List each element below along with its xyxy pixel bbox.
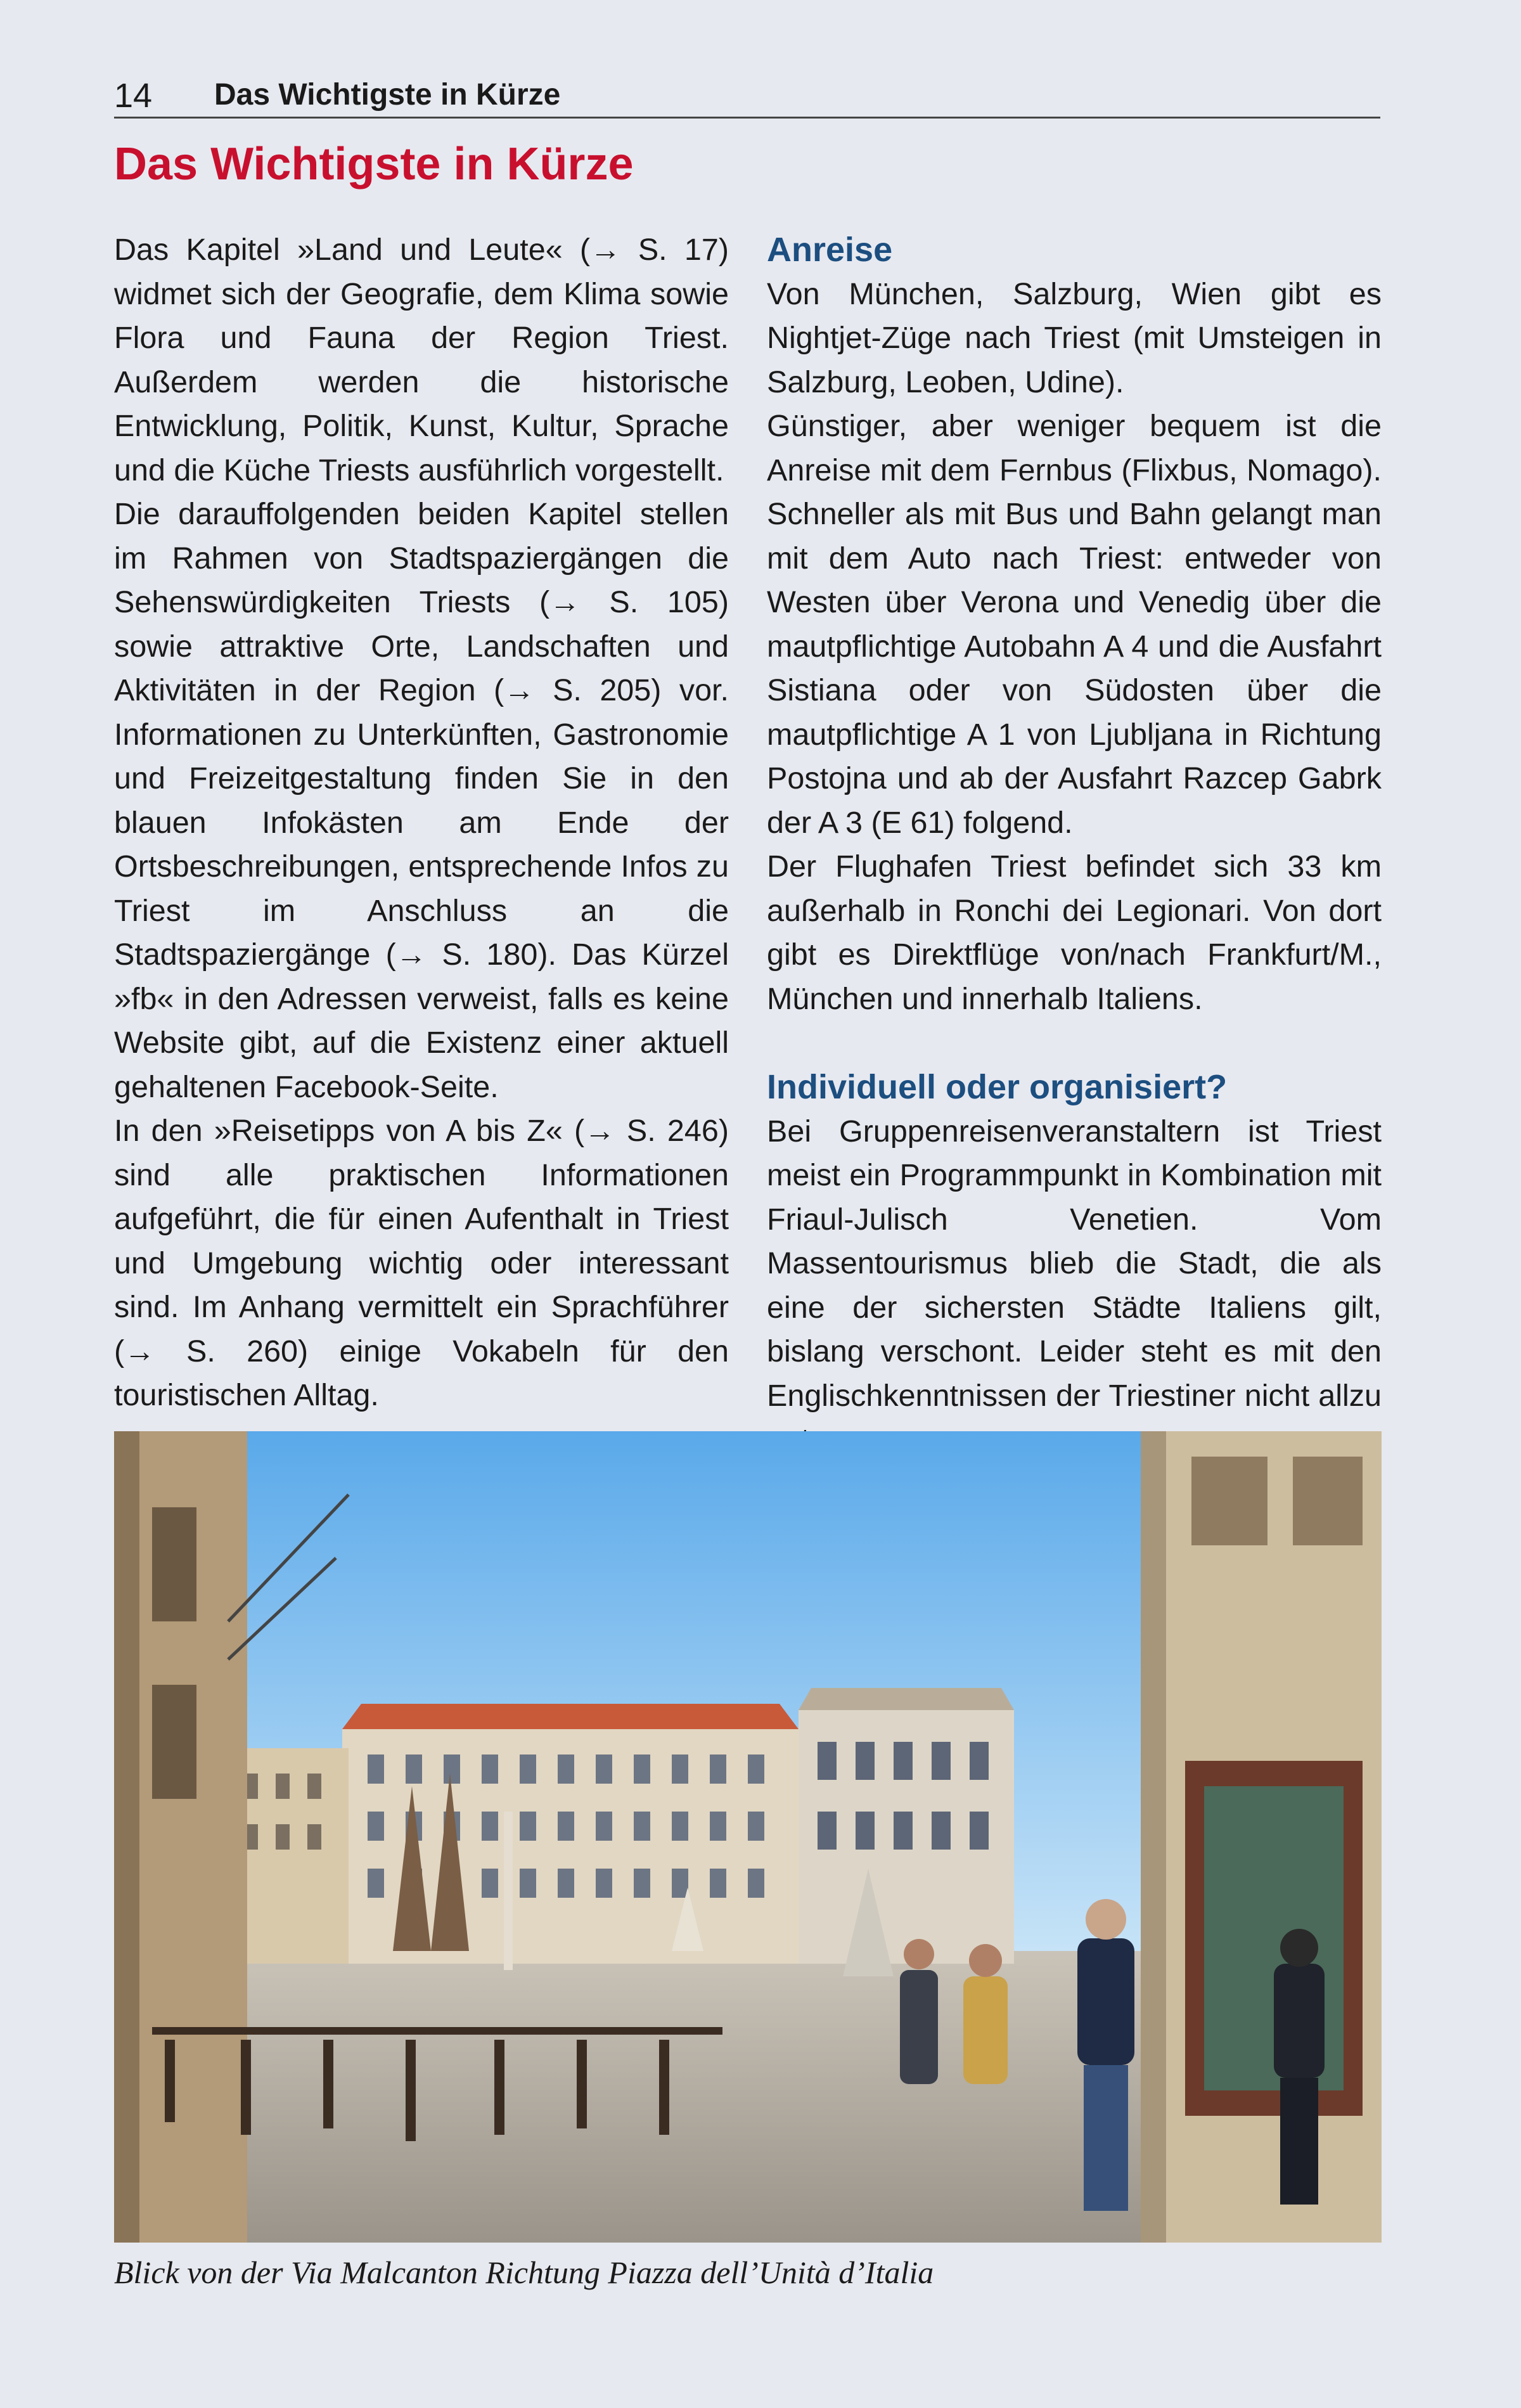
paragraph-group-travel: Bei Gruppenreisenveranstaltern ist Triest meist ein Programmpunkt in Kombination mit Friaul-Julisch Venetien. Vom Massentourismus blieb die Stadt, die als eine der sichersten Städte Italiens gilt, bislang verschont. Leider steht es mit den Englischkenntnissen der Triestiner nicht allzu [767, 1114, 1382, 1413]
palazzo-right [799, 1688, 1014, 1964]
column [504, 1812, 513, 1970]
page-number: 14 [114, 77, 153, 115]
paragraph-chapter-overview: Das Kapitel »Land und Leute« (→ S. 17) widmet sich der Geografie, dem Klima sowie Flora und Fauna der Region Triest. Außerdem werden die historische Entwicklung, Politik, Kunst, Kultur, Sprache und die Küche Triests ausführlich vorgestellt. [114, 233, 729, 487]
paragraph-bus-car: Günstiger, aber weniger bequem ist die Anreise mit dem Fernbus (Flixbus, Nomago). Schneller als mit Bus und Bahn gelangt man mit dem Auto nach Triest: entweder von Westen über Verona und Venedig über die mautpflichtige Autobahn A 4 und die Ausfahrt Sistiana oder von Südosten über die mautpflichtige A 1 von Ljubljana in Richtung Postojna und ab der Ausfahrt Razcep Gabrk der A 3 (E 61) folgend. [767, 409, 1382, 840]
left-column [114, 228, 729, 1418]
heading-individuell: Individuell oder organisiert? [767, 1068, 1228, 1106]
right-column [767, 228, 1382, 1462]
heading-anreise: Anreise [767, 231, 893, 269]
paragraph-airport: Der Flughafen Triest befindet sich 33 km außerhalb in Ronchi dei Legionari. Von dort gibt es Direktflüge von/nach Frankfurt/M., München und innerhalb Italiens. [767, 849, 1382, 1016]
paragraph-train: Von München, Salzburg, Wien gibt es Nightjet-Züge nach Triest (mit Umsteigen in Salzburg, Leoben, Udine). [767, 276, 1382, 399]
photo-illustration [114, 1431, 1382, 2243]
facade-right [1141, 1431, 1382, 2243]
facade-left [114, 1431, 247, 2243]
photo-piazza [114, 1431, 1382, 2243]
paragraph-city-walks: Die darauffolgenden beiden Kapitel stellen im Rahmen von Stadtspaziergängen die Sehenswürdigkeiten Triests (→ S. 105) sowie attraktive Orte, Landschaften und Aktivitäten in der Region (→ S. 205) vor. Informationen zu Unterkünften, Gastronomie und Freizeitgestaltung finden Sie in den blauen Infokästen am Ende der Ortsbeschreibungen, entsprechende Infos zu Triest im Anschluss an die Stadtspaziergänge (→ S. 180). Das Kürzel »fb« in den Adressen verweist, falls es keine Website gibt, auf die Existenz einer aktuell gehaltenen Facebook-Seite. [114, 497, 729, 1104]
chapter-title: Das Wichtigste in Kürze [114, 139, 634, 190]
paragraph-travel-tips: In den »Reisetipps von A bis Z« (→ S. 246) sind alle praktischen Informationen aufgeführt, die für einen Aufenthalt in Triest und Umgebung wichtig oder interessant sind. Im Anhang vermittelt ein Sprachführer (→ S. 260) einige Vokabeln für den touristischen Alltag. [114, 1114, 729, 1412]
running-title: Das Wichtigste in Kürze [214, 78, 561, 112]
running-head [114, 71, 1380, 119]
photo-caption: Blick von der Via Malcanton Richtung Piazza dell’Unità d’Italia [114, 2255, 934, 2290]
